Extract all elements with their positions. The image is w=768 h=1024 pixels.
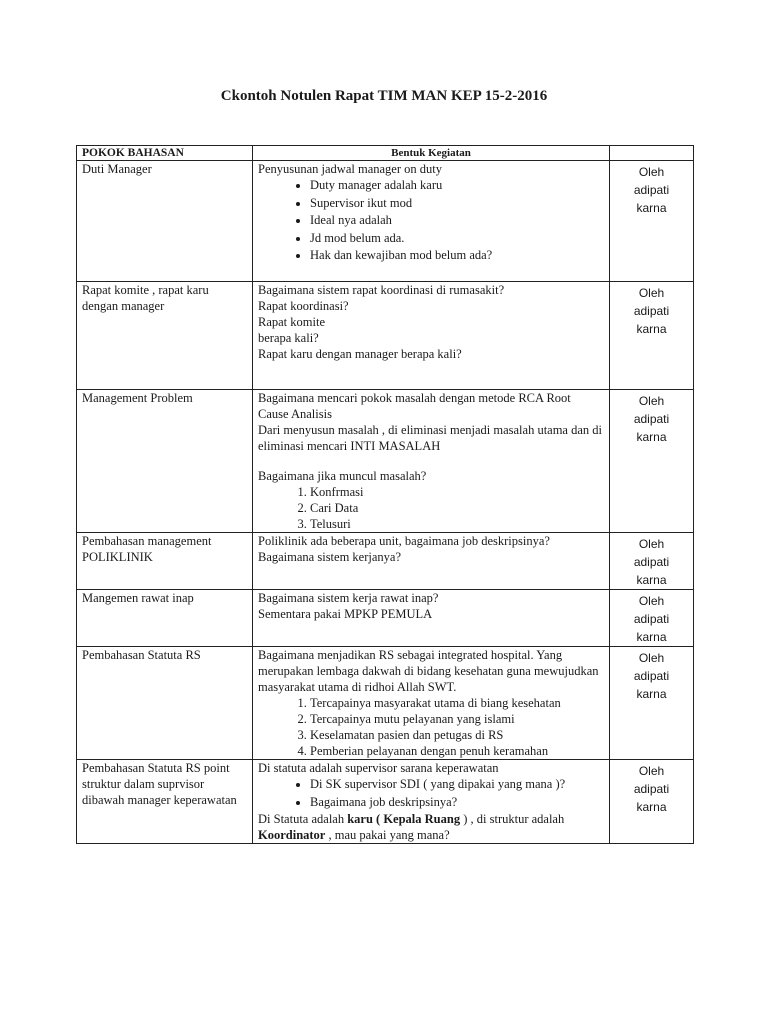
oleh-line: karna — [636, 687, 667, 701]
closing-mid: ) , di struktur adalah — [460, 812, 565, 826]
oleh-line: adipati — [633, 555, 670, 569]
oleh-cell — [610, 390, 694, 533]
activity-cell — [253, 647, 610, 760]
closing-bold-koordinator: Koordinator — [258, 828, 326, 842]
closing-bold-karu: karu ( Kepala Ruang — [347, 812, 461, 826]
activity-line: Penyusunan jadwal manager on duty — [258, 162, 442, 176]
list-item: 3. Telusuri — [310, 516, 604, 532]
list-item: 2. Tercapainya mutu pelayanan yang islami — [310, 711, 604, 727]
table-header-row — [77, 146, 694, 161]
table-row — [77, 282, 694, 390]
list-item: • Bagaimana job deskripsinya? — [310, 794, 604, 812]
activity-line: Bagaimana sistem rapat koordinasi di rumasakit? — [258, 283, 505, 297]
list-item: 3. Keselamatan pasien dan petugas di RS — [310, 727, 604, 743]
activity-line: Dari menyusun masalah , di eliminasi menjadi masalah utama dan di eliminasi mencari INTI MASALAH — [258, 423, 603, 453]
list-item: 2. Cari Data — [310, 500, 604, 516]
oleh-cell — [610, 647, 694, 760]
table-row — [77, 647, 694, 760]
closing-post: , mau pakai yang mana? — [325, 828, 450, 842]
topic-cell: Mangemen rawat inap — [77, 590, 253, 647]
table-row — [77, 533, 694, 590]
activity-cell — [253, 161, 610, 282]
closing-line — [258, 811, 604, 843]
activity-line: Di statuta adalah supervisor sarana keperawatan — [258, 761, 499, 775]
oleh-line: adipati — [633, 782, 670, 796]
activity-line: Bagaimana mencari pokok masalah dengan metode RCA Root Cause Analisis — [258, 391, 571, 421]
table-row — [77, 390, 694, 533]
activity-cell — [253, 760, 610, 844]
list-item: • Duty manager adalah karu — [310, 177, 604, 195]
list-item: • Jd mod belum ada. — [310, 230, 604, 248]
oleh-line: karna — [636, 573, 667, 587]
activity-line: Bagaimana menjadikan RS sebagai integrated hospital. Yang merupakan lembaga dakwah di bidang kesehatan guna mewujudkan masyarakat utama di ridhoi Allah SWT. — [258, 648, 599, 694]
table-row — [77, 161, 694, 282]
topic-cell: Rapat komite , rapat karu dengan manager — [77, 282, 253, 390]
oleh-line: adipati — [633, 412, 670, 426]
activity-line: Rapat komite — [258, 315, 325, 329]
bullet-list — [258, 776, 604, 811]
oleh-line: adipati — [633, 669, 670, 683]
topic-cell: Pembahasan management POLIKLINIK — [77, 533, 253, 590]
oleh-line: karna — [636, 630, 667, 644]
header-pokok-bahasan: POKOK BAHASAN — [77, 146, 253, 161]
activity-cell — [253, 533, 610, 590]
oleh-line: adipati — [633, 183, 670, 197]
oleh-line: adipati — [633, 612, 670, 626]
oleh-line: Oleh — [638, 394, 665, 408]
activity-cell — [253, 590, 610, 647]
activity-line: Bagaimana sistem kerjanya? — [258, 550, 401, 564]
header-blank — [610, 146, 694, 161]
oleh-cell — [610, 161, 694, 282]
activity-line: berapa kali? — [258, 331, 319, 345]
numbered-list — [258, 695, 604, 759]
table-row — [77, 760, 694, 844]
document-title: Ckontoh Notulen Rapat TIM MAN KEP 15-2-2016 — [220, 88, 548, 104]
list-item: 1. Konfrmasi — [310, 484, 604, 500]
activity-line: Sementara pakai MPKP PEMULA — [258, 607, 433, 621]
oleh-line: Oleh — [638, 764, 665, 778]
list-item: • Supervisor ikut mod — [310, 195, 604, 213]
numbered-list — [258, 484, 604, 532]
oleh-cell — [610, 282, 694, 390]
bullet-list — [258, 177, 604, 265]
topic-cell: Management Problem — [77, 390, 253, 533]
oleh-line: Oleh — [638, 286, 665, 300]
oleh-line: karna — [636, 322, 667, 336]
closing-pre: Di Statuta adalah — [258, 812, 348, 826]
activity-line: Rapat koordinasi? — [258, 299, 349, 313]
activity-cell — [253, 390, 610, 533]
list-item: • Hak dan kewajiban mod belum ada? — [310, 247, 604, 265]
activity-line: Poliklinik ada beberapa unit, bagaimana job deskripsinya? — [258, 534, 550, 548]
oleh-line: adipati — [633, 304, 670, 318]
topic-cell: Pembahasan Statuta RS — [77, 647, 253, 760]
oleh-line: karna — [636, 800, 667, 814]
header-bentuk-kegiatan: Bentuk Kegiatan — [253, 146, 610, 161]
topic-cell: Pembahasan Statuta RS point struktur dalam suprvisor dibawah manager keperawatan — [77, 760, 253, 844]
table-row — [77, 590, 694, 647]
spacer — [258, 454, 604, 468]
oleh-cell — [610, 533, 694, 590]
minutes-table — [76, 145, 694, 844]
list-item: 4. Pemberian pelayanan dengan penuh keramahan — [310, 743, 604, 759]
oleh-cell — [610, 590, 694, 647]
oleh-line: Oleh — [638, 594, 665, 608]
topic-cell: Duti Manager — [77, 161, 253, 282]
oleh-line: karna — [636, 201, 667, 215]
oleh-line: karna — [636, 430, 667, 444]
oleh-line: Oleh — [638, 651, 665, 665]
activity-line: Rapat karu dengan manager berapa kali? — [258, 347, 462, 361]
oleh-cell — [610, 760, 694, 844]
list-item: • Ideal nya adalah — [310, 212, 604, 230]
activity-line: Bagaimana sistem kerja rawat inap? — [258, 591, 439, 605]
list-item: • Di SK supervisor SDI ( yang dipakai yang mana )? — [310, 776, 604, 794]
oleh-line: Oleh — [638, 537, 665, 551]
list-item: 1. Tercapainya masyarakat utama di biang kesehatan — [310, 695, 604, 711]
oleh-line: Oleh — [638, 165, 665, 179]
activity-cell — [253, 282, 610, 390]
activity-line: Bagaimana jika muncul masalah? — [258, 469, 427, 483]
